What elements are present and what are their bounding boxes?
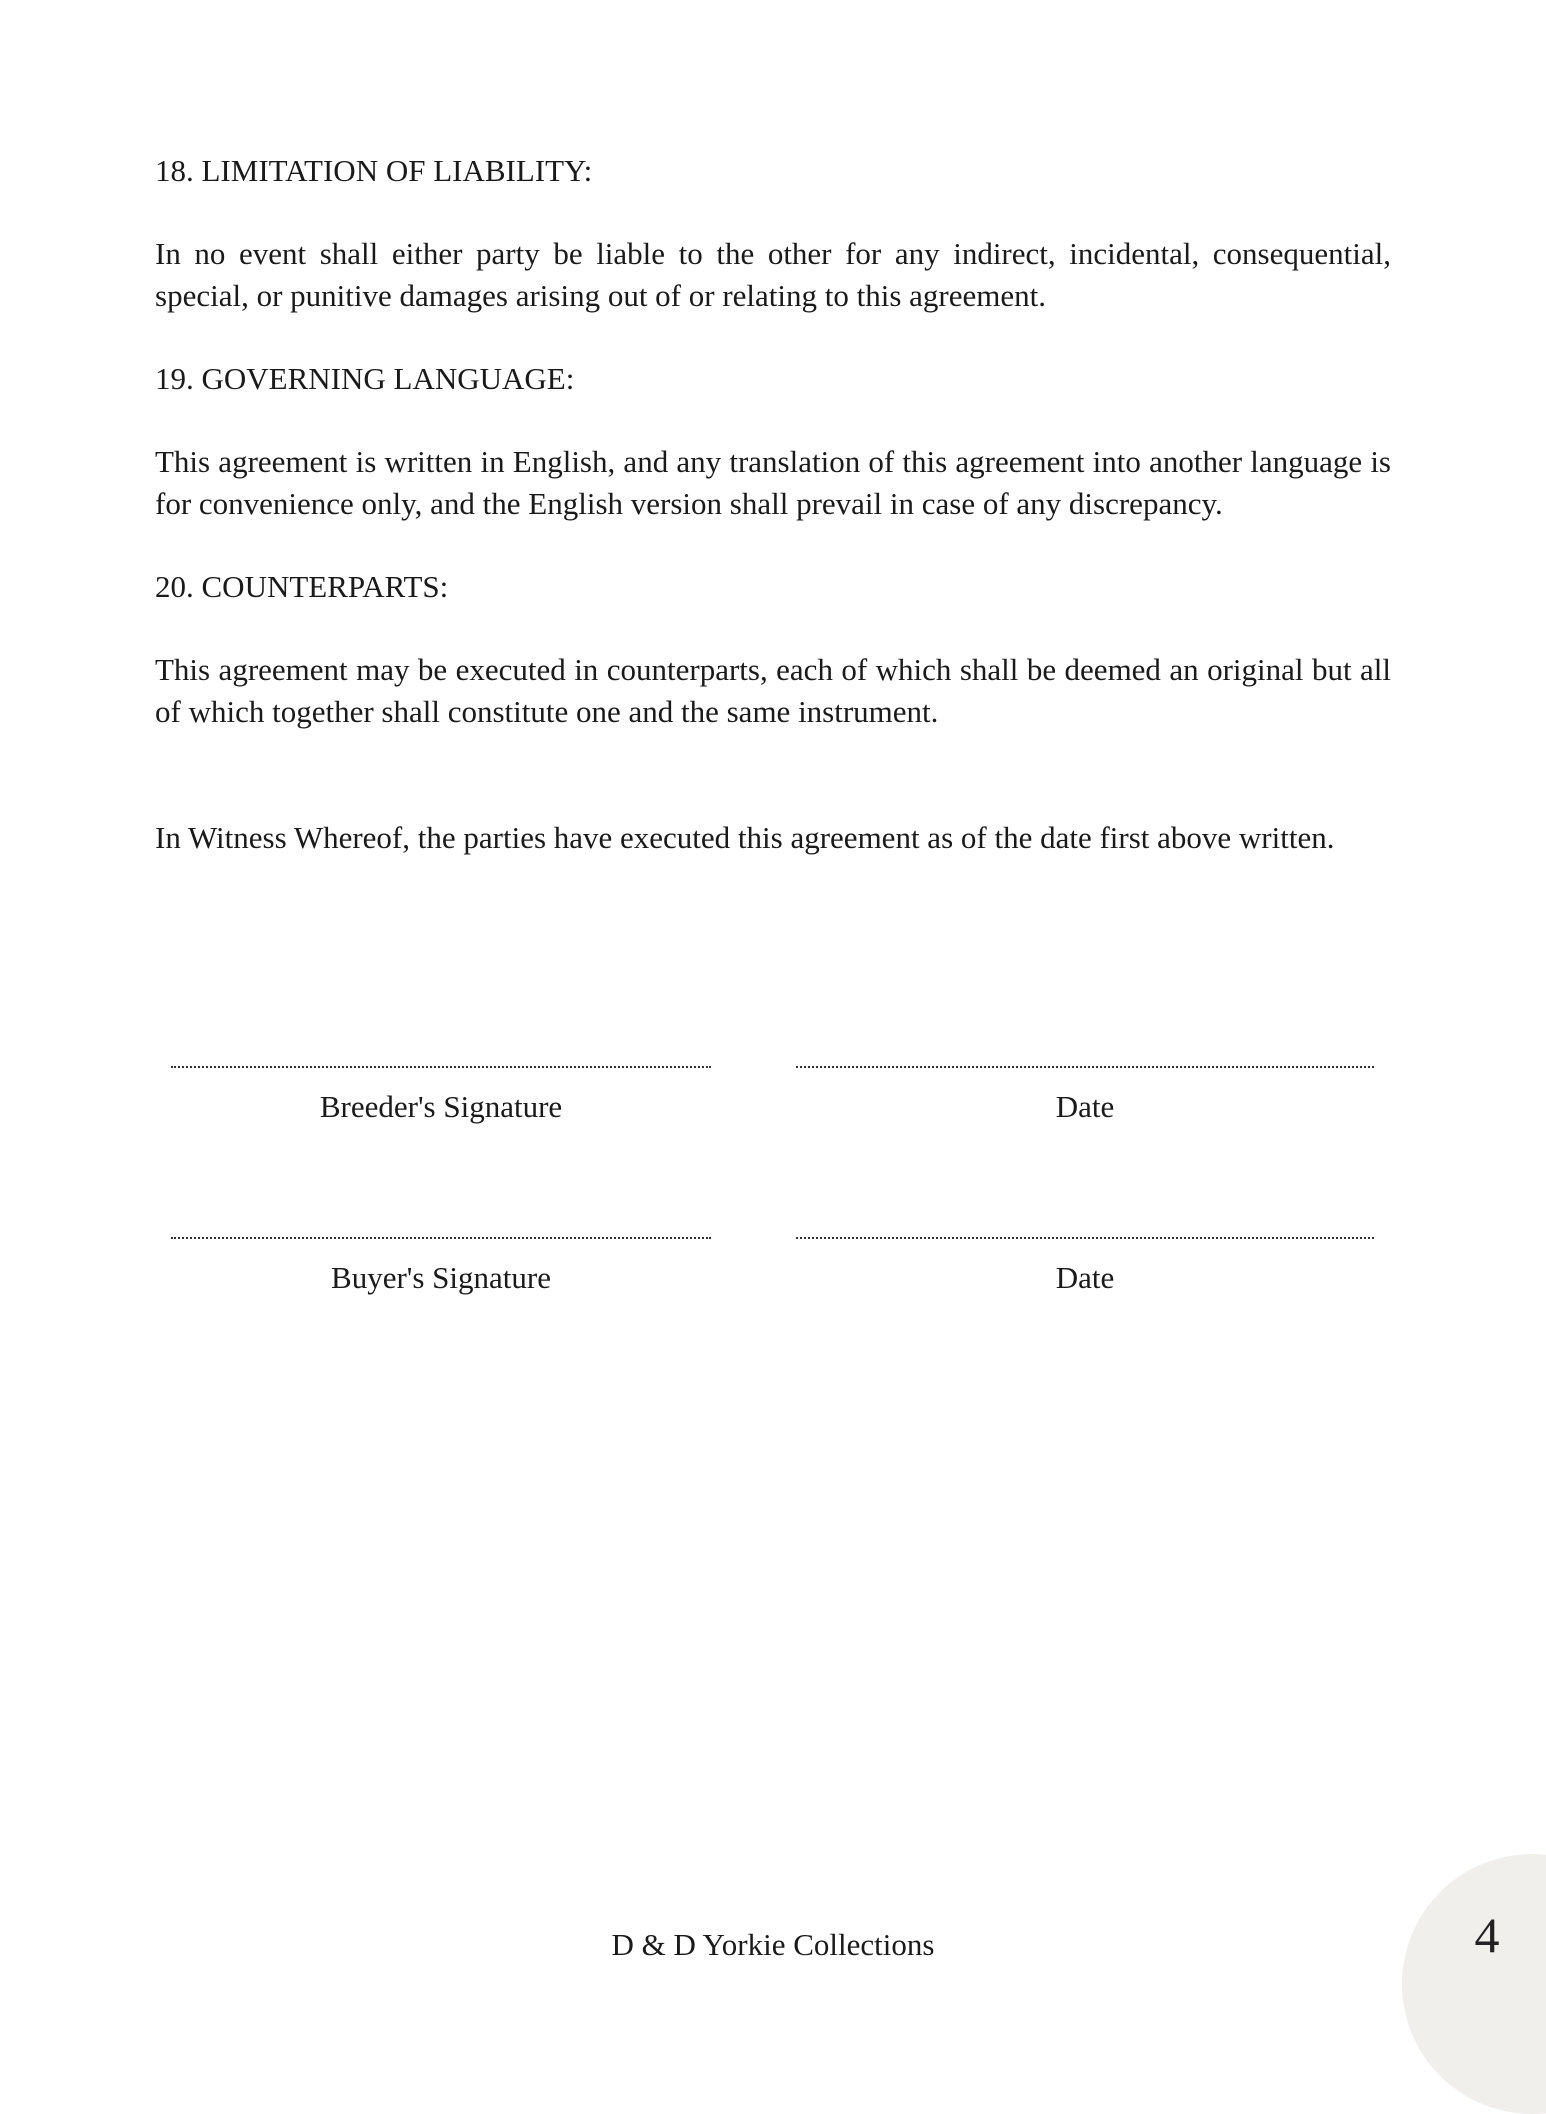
buyer-date-line[interactable] xyxy=(796,1237,1374,1239)
breeder-date-line[interactable] xyxy=(796,1066,1374,1068)
breeder-signature-line[interactable] xyxy=(171,1066,711,1068)
breeder-signature-label: Breeder's Signature xyxy=(319,1089,563,1124)
section-body-limitation-of-liability: In no event shall either party be liable to the other for any indirect, incidental, consequential, special, or punitive damages arising out of or relating to this agreement. xyxy=(155,236,1391,313)
witness-statement: In Witness Whereof, the parties have executed this agreement as of the date first above written. xyxy=(155,820,1335,855)
breeder-date-label: Date xyxy=(1055,1089,1115,1124)
document-body xyxy=(155,150,1391,859)
buyer-date-label: Date xyxy=(1055,1260,1115,1295)
section-body-counterparts: This agreement may be executed in counterparts, each of which shall be deemed an original but all of which together shall constitute one and the same instrument. xyxy=(155,652,1391,729)
page-number-badge xyxy=(1402,1854,1546,2114)
buyer-signature-row xyxy=(0,1237,1546,1317)
breeder-signature-row xyxy=(0,1066,1546,1146)
page-number: 4 xyxy=(1474,1907,1500,1963)
buyer-signature-label: Buyer's Signature xyxy=(331,1260,551,1295)
buyer-signature-line[interactable] xyxy=(171,1237,711,1239)
section-body-governing-language: This agreement is written in English, and any translation of this agreement into another language is for convenience only, and the English version shall prevail in case of any discrepancy. xyxy=(155,444,1391,521)
section-heading-limitation-of-liability: 18. LIMITATION OF LIABILITY: xyxy=(155,153,593,188)
section-heading-governing-language: 19. GOVERNING LANGUAGE: xyxy=(155,361,575,396)
section-heading-counterparts: 20. COUNTERPARTS: xyxy=(155,569,449,604)
footer-brand: D & D Yorkie Collections xyxy=(611,1927,935,1962)
